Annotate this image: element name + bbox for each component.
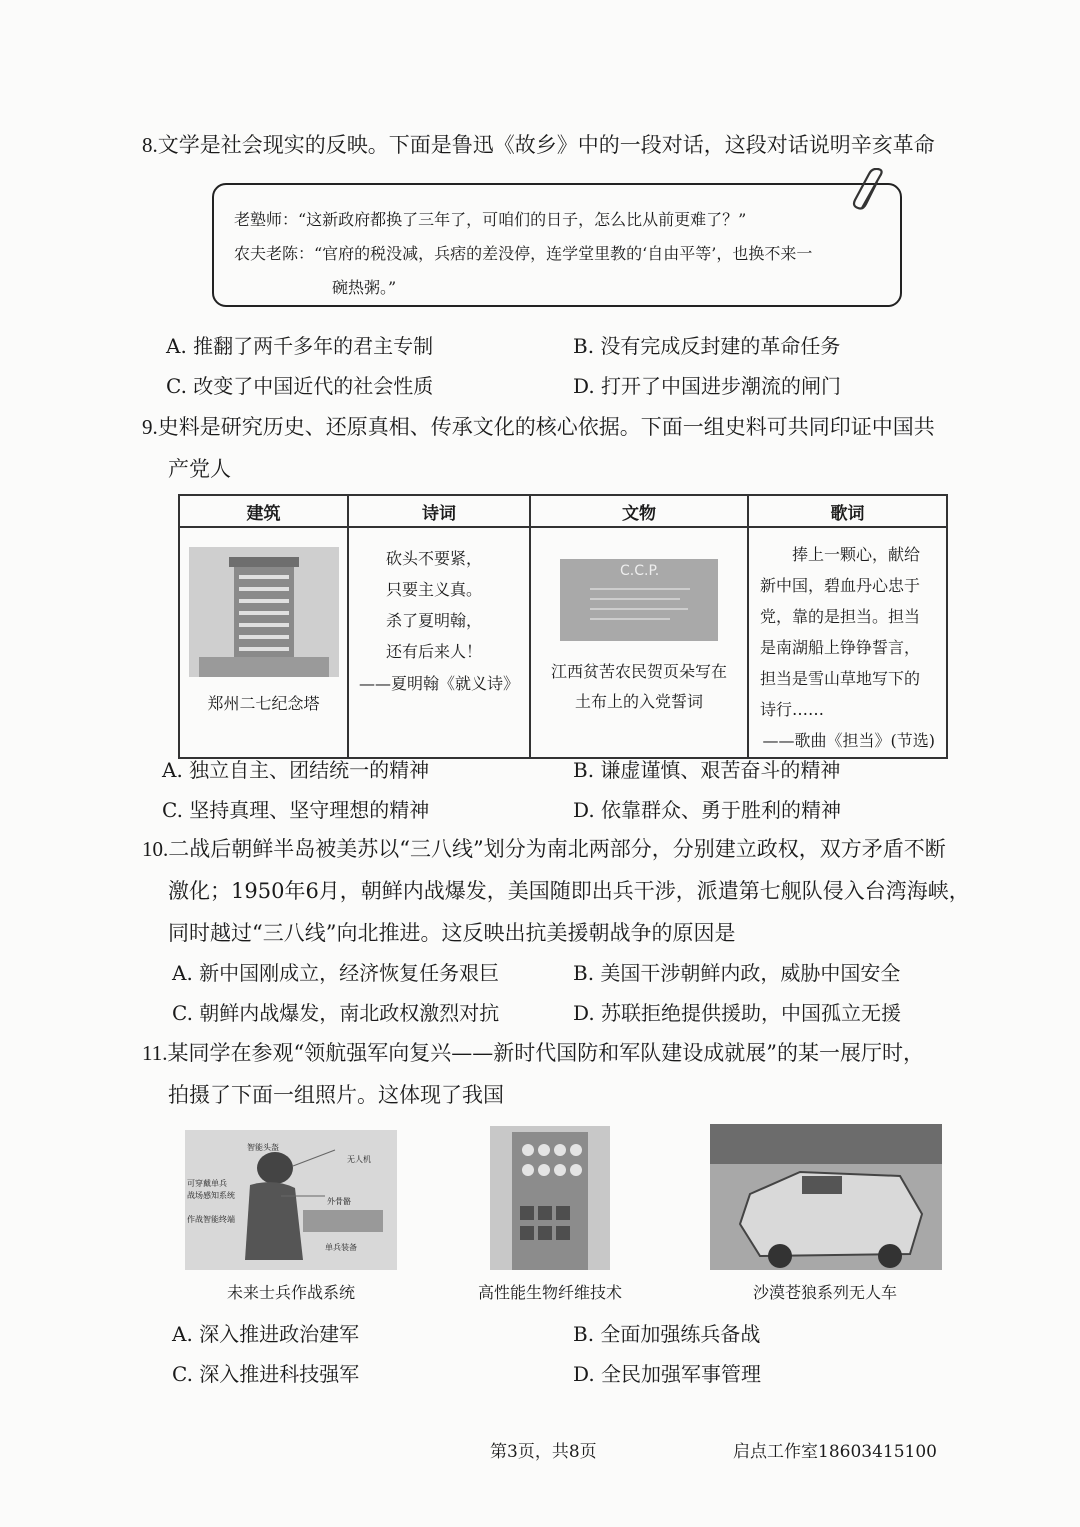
- question-10-stem: [142, 828, 982, 954]
- option-a[interactable]: A. 深入推进政治建军: [172, 1322, 360, 1346]
- question-9-stem: [142, 406, 972, 490]
- question-text: 文学是社会现实的反映。下面是鲁迅《故乡》中的一段对话，这段对话说明辛亥革命: [157, 133, 935, 157]
- photo-label: 智能头盔: [247, 1143, 279, 1152]
- option-b[interactable]: B. 美国干涉朝鲜内政，威胁中国安全: [573, 961, 901, 985]
- poem-line: 砍头不要紧，: [386, 549, 483, 568]
- poem-line: 只要主义真。: [386, 580, 483, 599]
- photo-label: 可穿戴单兵: [187, 1179, 227, 1188]
- question-text: 史料是研究历史、还原真相、传承文化的核心依据。下面一组史料可共同印证中国共: [157, 415, 935, 439]
- dialog-box: [212, 183, 902, 307]
- option-d[interactable]: D. 依靠群众、勇于胜利的精神: [573, 798, 842, 822]
- option-b[interactable]: B. 谦虚谨慎、艰苦奋斗的精神: [573, 758, 841, 782]
- option-a[interactable]: A. 独立自主、团结统一的精神: [162, 758, 430, 782]
- question-text: 某同学在参观“领航强军向复兴——新时代国防和军队建设成就展”的某一展厅时，: [167, 1041, 924, 1065]
- question-number: 11.: [142, 1041, 168, 1065]
- question-number: 10.: [142, 837, 169, 861]
- relic-caption: 土布上的入党誓词: [574, 692, 703, 711]
- poem-cell: [348, 527, 530, 758]
- table-header: 建筑: [179, 495, 348, 527]
- vehicle-photo: [710, 1124, 942, 1270]
- relic-photo: [560, 559, 718, 641]
- photo-caption: 沙漠苍狼系列无人车: [752, 1283, 897, 1302]
- question-text: 拍摄了下面一组照片。这体现了我国: [168, 1083, 504, 1107]
- question-number: 8.: [142, 133, 158, 157]
- option-d[interactable]: D. 打开了中国进步潮流的闸门: [573, 374, 842, 398]
- building-cell: [179, 527, 348, 758]
- poem-line: 杀了夏明翰，: [386, 611, 483, 630]
- relic-cell: [530, 527, 748, 758]
- option-d[interactable]: D. 苏联拒绝提供援助，中国孤立无援: [573, 1001, 902, 1025]
- poem-line: 还有后来人！: [386, 642, 483, 661]
- option-a[interactable]: A. 推翻了两千多年的君主专制: [166, 334, 434, 358]
- photo-label: 作战智能终端: [187, 1215, 235, 1224]
- building-caption: 郑州二七纪念塔: [207, 694, 320, 713]
- relic-text: C.C.P.: [620, 563, 660, 579]
- lyrics-text: 捧上一颗心，献给新中国，碧血丹心忠于党，靠的是担当。担当是南湖船上铮铮誓言，担当是雪山草地写下的诗行……: [760, 545, 921, 719]
- studio-contact: 启点工作室18603415100: [733, 1442, 937, 1462]
- question-text: 同时越过“三八线”向北推进。这反映出抗美援朝战争的原因是: [168, 921, 736, 945]
- dialog-line: 老塾师：“这新政府都换了三年了，可咱们的日子，怎么比从前更难了？”: [234, 210, 747, 229]
- poem-source: ——夏明翰《就义诗》: [358, 674, 519, 693]
- photo-label: 无人机: [347, 1155, 371, 1164]
- paperclip-icon: [850, 168, 890, 216]
- table-header: 文物: [530, 495, 748, 527]
- photo-label: 单兵装备: [325, 1243, 357, 1252]
- question-text: 产党人: [168, 457, 231, 481]
- source-table: [178, 494, 948, 759]
- photo-caption: 高性能生物纤维技术: [477, 1283, 622, 1302]
- question-11-stem: [142, 1032, 982, 1116]
- fiber-photo: [490, 1126, 610, 1270]
- dialog-line: 农夫老陈：“官府的税没减，兵痞的差没停，连学堂里教的‘自由平等’，也换不来一: [234, 244, 813, 263]
- question-8-stem: [142, 124, 972, 166]
- option-c[interactable]: C. 朝鲜内战爆发，南北政权激烈对抗: [172, 1001, 500, 1025]
- photo-label: 战场感知系统: [187, 1191, 235, 1200]
- soldier-photo: [185, 1130, 397, 1270]
- option-d[interactable]: D. 全民加强军事管理: [573, 1362, 762, 1386]
- table-header: 歌词: [748, 495, 947, 527]
- lyrics-cell: [748, 527, 947, 758]
- page-number: 第3页，共8页: [490, 1442, 597, 1462]
- option-b[interactable]: B. 全面加强练兵备战: [573, 1322, 761, 1346]
- dialog-line: 碗热粥。”: [332, 278, 397, 297]
- option-b[interactable]: B. 没有完成反封建的革命任务: [573, 334, 841, 358]
- question-number: 9.: [142, 415, 158, 439]
- lyrics-source: ——歌曲《担当》(节选): [762, 731, 935, 750]
- question-text: 二战后朝鲜半岛被美苏以“三八线”划分为南北两部分，分别建立政权，双方矛盾不断: [168, 837, 946, 861]
- photo-caption: 未来士兵作战系统: [226, 1283, 355, 1302]
- option-c[interactable]: C. 改变了中国近代的社会性质: [166, 374, 434, 398]
- option-a[interactable]: A. 新中国刚成立，经济恢复任务艰巨: [172, 961, 500, 985]
- tower-photo: [189, 547, 339, 677]
- option-c[interactable]: C. 坚持真理、坚守理想的精神: [162, 798, 430, 822]
- question-text: 激化；1950年6月，朝鲜内战爆发，美国随即出兵干涉，派遣第七舰队侵入台湾海峡，: [168, 879, 970, 903]
- option-c[interactable]: C. 深入推进科技强军: [172, 1362, 360, 1386]
- relic-caption: 江西贫苦农民贺页朵写在: [550, 662, 727, 681]
- table-header: 诗词: [348, 495, 530, 527]
- photo-label: 外骨骼: [327, 1197, 351, 1206]
